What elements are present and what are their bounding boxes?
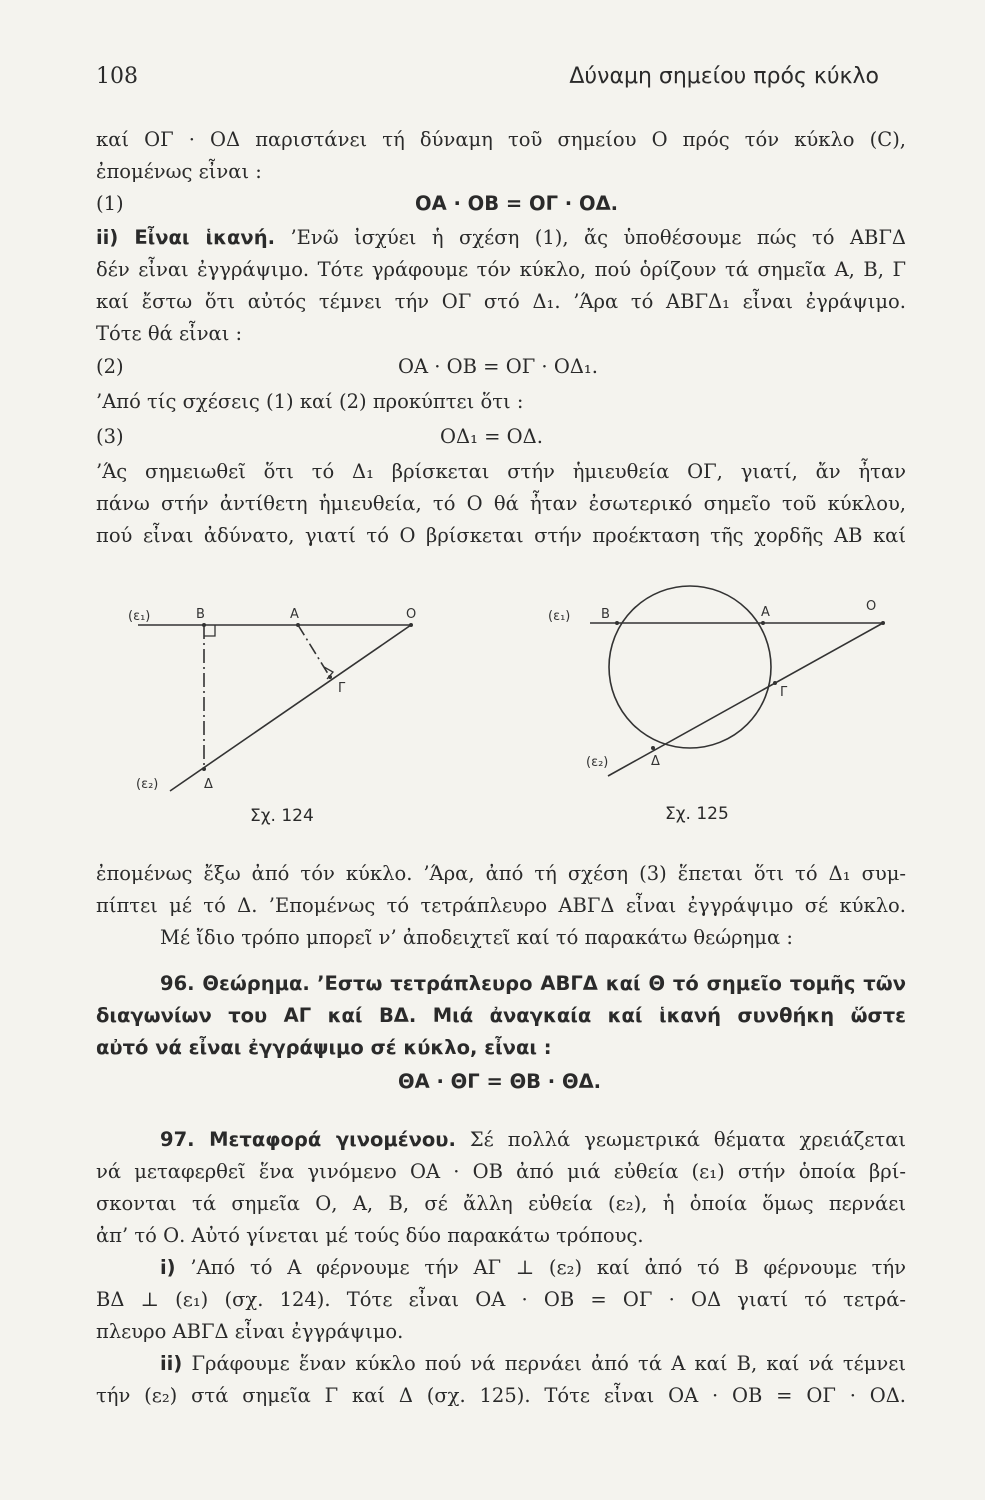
line-e2 [170, 625, 411, 791]
item-i-line [160, 1256, 906, 1279]
text-span: ’Ενῶ ἰσχύει ἡ σχέση (1), ἄς ὑποθέσουμε πώς τό ΑΒΓΔ [290, 226, 906, 249]
text-line: πλευρο ΑΒΓΔ εἶναι ἐγγράψιμο. [96, 1320, 404, 1343]
running-title: Δύναμη σημείου πρός κύκλο [569, 64, 879, 89]
label-e1: (ε₁) [548, 609, 571, 624]
item-ii-label: ii) [160, 1352, 183, 1375]
label-D: Δ [204, 777, 213, 792]
text-span: Γράφουμε ἕναν κύκλο πού νά περνάει ἀπό τά Α καί Β, καί νά τέμνει [191, 1352, 906, 1375]
text-line: πάνω στήν ἀντίθετη ἡμιευθεία, τό Ο θά ἦταν ἐσωτερικό σημεῖο τοῦ κύκλου, [96, 492, 906, 515]
proof-label: ii) Εἶναι ἱκανή. [96, 226, 275, 249]
point-O [409, 623, 413, 627]
section-97-line [160, 1128, 906, 1151]
point-G [328, 675, 332, 679]
equation-number: (3) [96, 425, 124, 448]
text-line: καί ΟΓ · ΟΔ παριστάνει τή δύναμη τοῦ σημείου Ο πρός τόν κύκλο (C), [96, 128, 906, 151]
text-span: ’Από τό Α φέρνουμε τήν ΑΓ ⊥ (ε₂) καί ἀπό τό Β φέρνουμε τήν [190, 1256, 907, 1279]
equation-3: ΟΔ₁ = ΟΔ. [440, 425, 543, 448]
text-line: πού εἶναι ἀδύνατο, γιατί τό Ο βρίσκεται στήν προέκταση τῆς χορδῆς ΑΒ καί [96, 524, 906, 547]
figure-124 [128, 596, 428, 806]
label-O: Ο [406, 607, 417, 622]
theorem-96-line: αὐτό νά εἶναι ἐγγράψιμο σέ κύκλο, εἶναι : [96, 1036, 552, 1059]
label-G: Γ [338, 681, 346, 696]
equation-2: ΟΑ · ΟΒ = ΟΓ · ΟΔ₁. [398, 355, 598, 378]
text-line: ΒΔ ⊥ (ε₁) (σχ. 124). Τότε εἶναι ΟΑ · ΟΒ = ΟΓ · ΟΔ γιατί τό τετρά- [96, 1288, 906, 1311]
text-line: σκονται τά σημεῖα Ο, Α, Β, σέ ἄλλη εὐθεία (ε₂), ἡ ὁποία ὅμως περνάει [96, 1192, 906, 1215]
item-i-label: i) [160, 1256, 176, 1279]
label-A: Α [290, 607, 299, 622]
text-line: τήν (ε₂) στά σημεῖα Γ καί Δ (σχ. 125). Τότε εἶναι ΟΑ · ΟΒ = ΟΓ · ΟΔ. [96, 1384, 906, 1407]
circle [609, 586, 771, 748]
label-D: Δ [651, 754, 660, 769]
label-B: Β [601, 607, 610, 622]
text-line [96, 226, 906, 249]
label-e2: (ε₂) [136, 777, 159, 792]
point-A [761, 621, 765, 625]
perpendicular-AG [298, 625, 330, 677]
item-ii-line [160, 1352, 906, 1375]
point-D [651, 746, 655, 750]
label-B: Β [196, 607, 205, 622]
label-O: Ο [866, 599, 877, 614]
equation-1: ΟΑ · ΟΒ = ΟΓ · ΟΔ. [415, 192, 619, 215]
text-line: νά μεταφερθεῖ ἕνα γινόμενο ΟΑ · ΟΒ ἀπό μιά εὐθεία (ε₁) στήν ὁποία βρί- [96, 1160, 906, 1183]
equation-number: (2) [96, 355, 124, 378]
text-line: ’Από τίς σχέσεις (1) καί (2) προκύπτει ὅτι : [96, 390, 524, 413]
point-O [881, 621, 885, 625]
figure-125 [548, 580, 888, 780]
figure-124-caption: Σχ. 124 [250, 806, 314, 826]
right-angle-mark-B [204, 625, 215, 636]
text-line: ἀπ’ τό Ο. Αὐτό γίνεται μέ τούς δύο παρακάτω τρόπους. [96, 1224, 644, 1247]
page-header [96, 64, 879, 94]
text-line: δέν εἶναι ἐγγράψιμο. Τότε γράφουμε τόν κύκλο, πού ὁρίζουν τά σημεῖα Α, Β, Γ [96, 258, 906, 281]
line-e2 [608, 623, 883, 776]
figure-125-caption: Σχ. 125 [665, 804, 729, 824]
point-G [773, 681, 777, 685]
label-e1: (ε₁) [128, 609, 151, 624]
point-A [296, 623, 300, 627]
text-line: ἐπομένως εἶναι : [96, 160, 262, 183]
text-line: ’Άς σημειωθεῖ ὅτι τό Δ₁ βρίσκεται στήν ἡμιευθεία ΟΓ, γιατί, ἄν ἦταν [96, 460, 906, 483]
text-line: ἐπομένως ἔξω ἀπό τόν κύκλο. ’Άρα, ἀπό τή σχέση (3) ἕπεται ὅτι τό Δ₁ συμ- [96, 862, 906, 885]
equation-number: (1) [96, 192, 124, 215]
label-A: Α [761, 605, 770, 620]
text-line: πίπτει μέ τό Δ. ’Επομένως τό τετράπλευρο ΑΒΓΔ εἶναι ἐγγράψιμο σέ κύκλο. [96, 894, 906, 917]
label-G: Γ [780, 685, 788, 700]
section-97-label: 97. Μεταφορά γινομένου. [160, 1128, 456, 1151]
point-B [615, 621, 619, 625]
label-e2: (ε₂) [586, 755, 609, 770]
point-B [202, 623, 206, 627]
theorem-96-line: διαγωνίων του ΑΓ καί ΒΔ. Μιά ἀναγκαία καί ἱκανή συνθήκη ὥστε [96, 1004, 906, 1027]
text-line: Μέ ἴδιο τρόπο μπορεῖ ν’ ἀποδειχτεῖ καί τό παρακάτω θεώρημα : [160, 926, 793, 949]
theorem-96-formula: ΘΑ · ΘΓ = ΘΒ · ΘΔ. [398, 1070, 602, 1093]
theorem-96-text: ’Εστω τετράπλευρο ΑΒΓΔ καί Θ τό σημεῖο τομῆς τῶν [317, 972, 906, 995]
text-line: Τότε θά εἶναι : [96, 322, 243, 345]
page-number: 108 [96, 64, 138, 89]
theorem-96-label: 96. Θεώρημα. [160, 972, 310, 995]
point-D [202, 767, 206, 771]
theorem-96-line [160, 972, 906, 995]
text-line: καί ἔστω ὅτι αὐτός τέμνει τήν ΟΓ στό Δ₁. ’Άρα τό ΑΒΓΔ₁ εἶναι ἐγράψιμο. [96, 290, 906, 313]
text-span: Σέ πολλά γεωμετρικά θέματα χρειάζεται [469, 1128, 907, 1151]
